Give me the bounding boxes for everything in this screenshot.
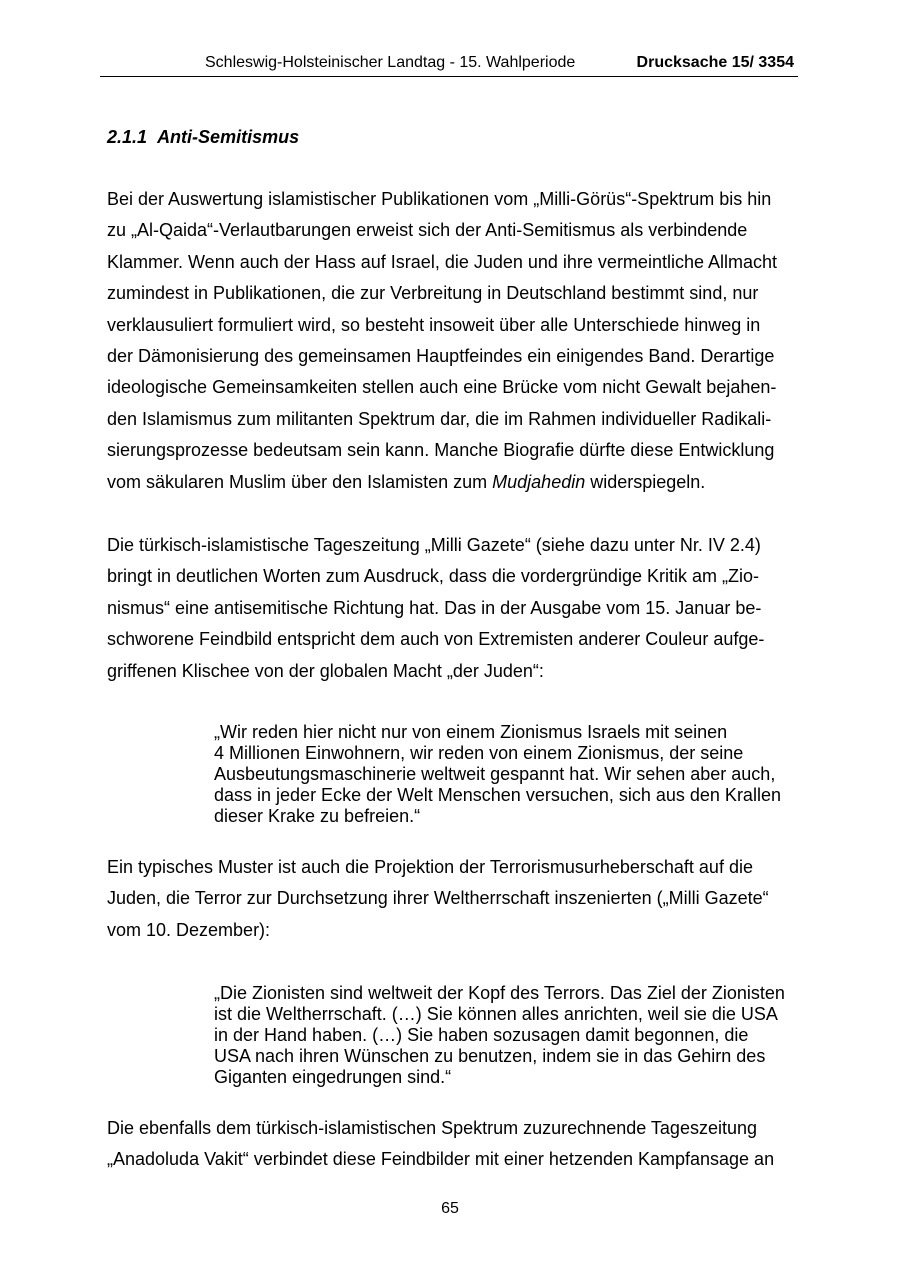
text-segment: widerspiegeln.	[585, 471, 706, 492]
text-line: Klammer. Wenn auch der Hass auf Israel, die Juden und ihre vermeintliche Allmacht	[107, 251, 777, 272]
text-line: verklausuliert formuliert wird, so besteht insoweit über alle Unterschiede hinweg in	[107, 314, 761, 335]
quote-block-2	[214, 983, 799, 1088]
quote-line: in der Hand haben. (…) Sie haben sozusagen damit begonnen, die	[214, 1025, 749, 1045]
paragraph-anadoluda-vakit	[107, 1113, 797, 1176]
section-heading	[107, 127, 299, 148]
text-line: nismus“ eine antisemitische Richtung hat. Das in der Ausgabe vom 15. Januar be-	[107, 597, 762, 618]
quote-line: Ausbeutungsmaschinerie weltweit gespannt hat. Wir sehen aber auch,	[214, 764, 776, 784]
quote-line: „Die Zionisten sind weltweit der Kopf des Terrors. Das Ziel der Zionisten	[214, 983, 785, 1003]
page-header	[100, 52, 798, 77]
text-line: Bei der Auswertung islamistischer Publikationen vom „Milli-Görüs“-Spektrum bis hin	[107, 189, 772, 209]
page-number: 65	[441, 1200, 459, 1217]
section-number: 2.1.1	[107, 127, 148, 147]
text-line: ideologische Gemeinsamkeiten stellen auch eine Brücke vom nicht Gewalt bejahen-	[107, 377, 777, 398]
text-line: „Anadoluda Vakit“ verbindet diese Feindbilder mit einer hetzenden Kampfansage an	[107, 1149, 775, 1170]
text-line: schworene Feindbild entspricht dem auch von Extremisten anderer Couleur aufge-	[107, 629, 765, 650]
paragraph-projection	[107, 852, 797, 946]
paragraph-milli-gazete	[107, 530, 797, 687]
quote-block-1	[214, 722, 799, 827]
text-line: zumindest in Publikationen, die zur Verbreitung in Deutschland bestimmt sind, nur	[107, 283, 759, 304]
text-line: der Dämonisierung des gemeinsamen Hauptfeindes ein einigendes Band. Derartige	[107, 346, 775, 367]
text-line: griffenen Klischee von der globalen Macht „der Juden“:	[107, 660, 544, 681]
text-line: vom 10. Dezember):	[107, 919, 271, 940]
quote-line: Giganten eingedrungen sind.“	[214, 1067, 452, 1087]
header-document-number: Drucksache 15/ 3354	[636, 54, 794, 71]
text-segment: vom säkularen Muslim über den Islamisten zum	[107, 471, 493, 492]
paragraph-intro	[107, 184, 797, 498]
text-line: bringt in deutlichen Worten zum Ausdruck, dass die vordergründige Kritik am „Zio-	[107, 566, 759, 587]
text-line: Juden, die Terror zur Durchsetzung ihrer Weltherrschaft inszenierten („Milli Gazete“	[107, 888, 769, 909]
quote-line: 4 Millionen Einwohnern, wir reden von einem Zionismus, der seine	[214, 743, 744, 763]
header-title: Schleswig-Holsteinischer Landtag - 15. Wahlperiode	[205, 54, 576, 71]
quote-line: „Wir reden hier nicht nur von einem Zionismus Israels mit seinen	[214, 722, 728, 742]
text-line: den Islamismus zum militanten Spektrum dar, die im Rahmen individueller Radikali-	[107, 408, 772, 429]
quote-line: ist die Weltherrschaft. (…) Sie können alles anrichten, weil sie die USA	[214, 1004, 778, 1024]
quote-line: dass in jeder Ecke der Welt Menschen versuchen, sich aus den Krallen	[214, 785, 781, 805]
section-title: Anti-Semitismus	[157, 127, 300, 147]
text-line: Die türkisch-islamistische Tageszeitung „Milli Gazete“ (siehe dazu unter Nr. IV 2.4)	[107, 535, 761, 555]
text-line: Die ebenfalls dem türkisch-islamistischen Spektrum zuzurechnende Tageszeitung	[107, 1118, 757, 1138]
italic-term: Mudjahedin	[492, 471, 586, 492]
text-line: zu „Al-Qaida“-Verlautbarungen erweist sich der Anti-Semitismus als verbindende	[107, 220, 748, 241]
quote-line: dieser Krake zu befreien.“	[214, 806, 421, 826]
text-line	[107, 467, 797, 498]
text-line: sierungsprozesse bedeutsam sein kann. Manche Biografie dürfte diese Entwicklung	[107, 440, 775, 461]
quote-line: USA nach ihren Wünschen zu benutzen, indem sie in das Gehirn des	[214, 1046, 766, 1066]
text-line: Ein typisches Muster ist auch die Projektion der Terrorismusurheberschaft auf die	[107, 857, 753, 877]
